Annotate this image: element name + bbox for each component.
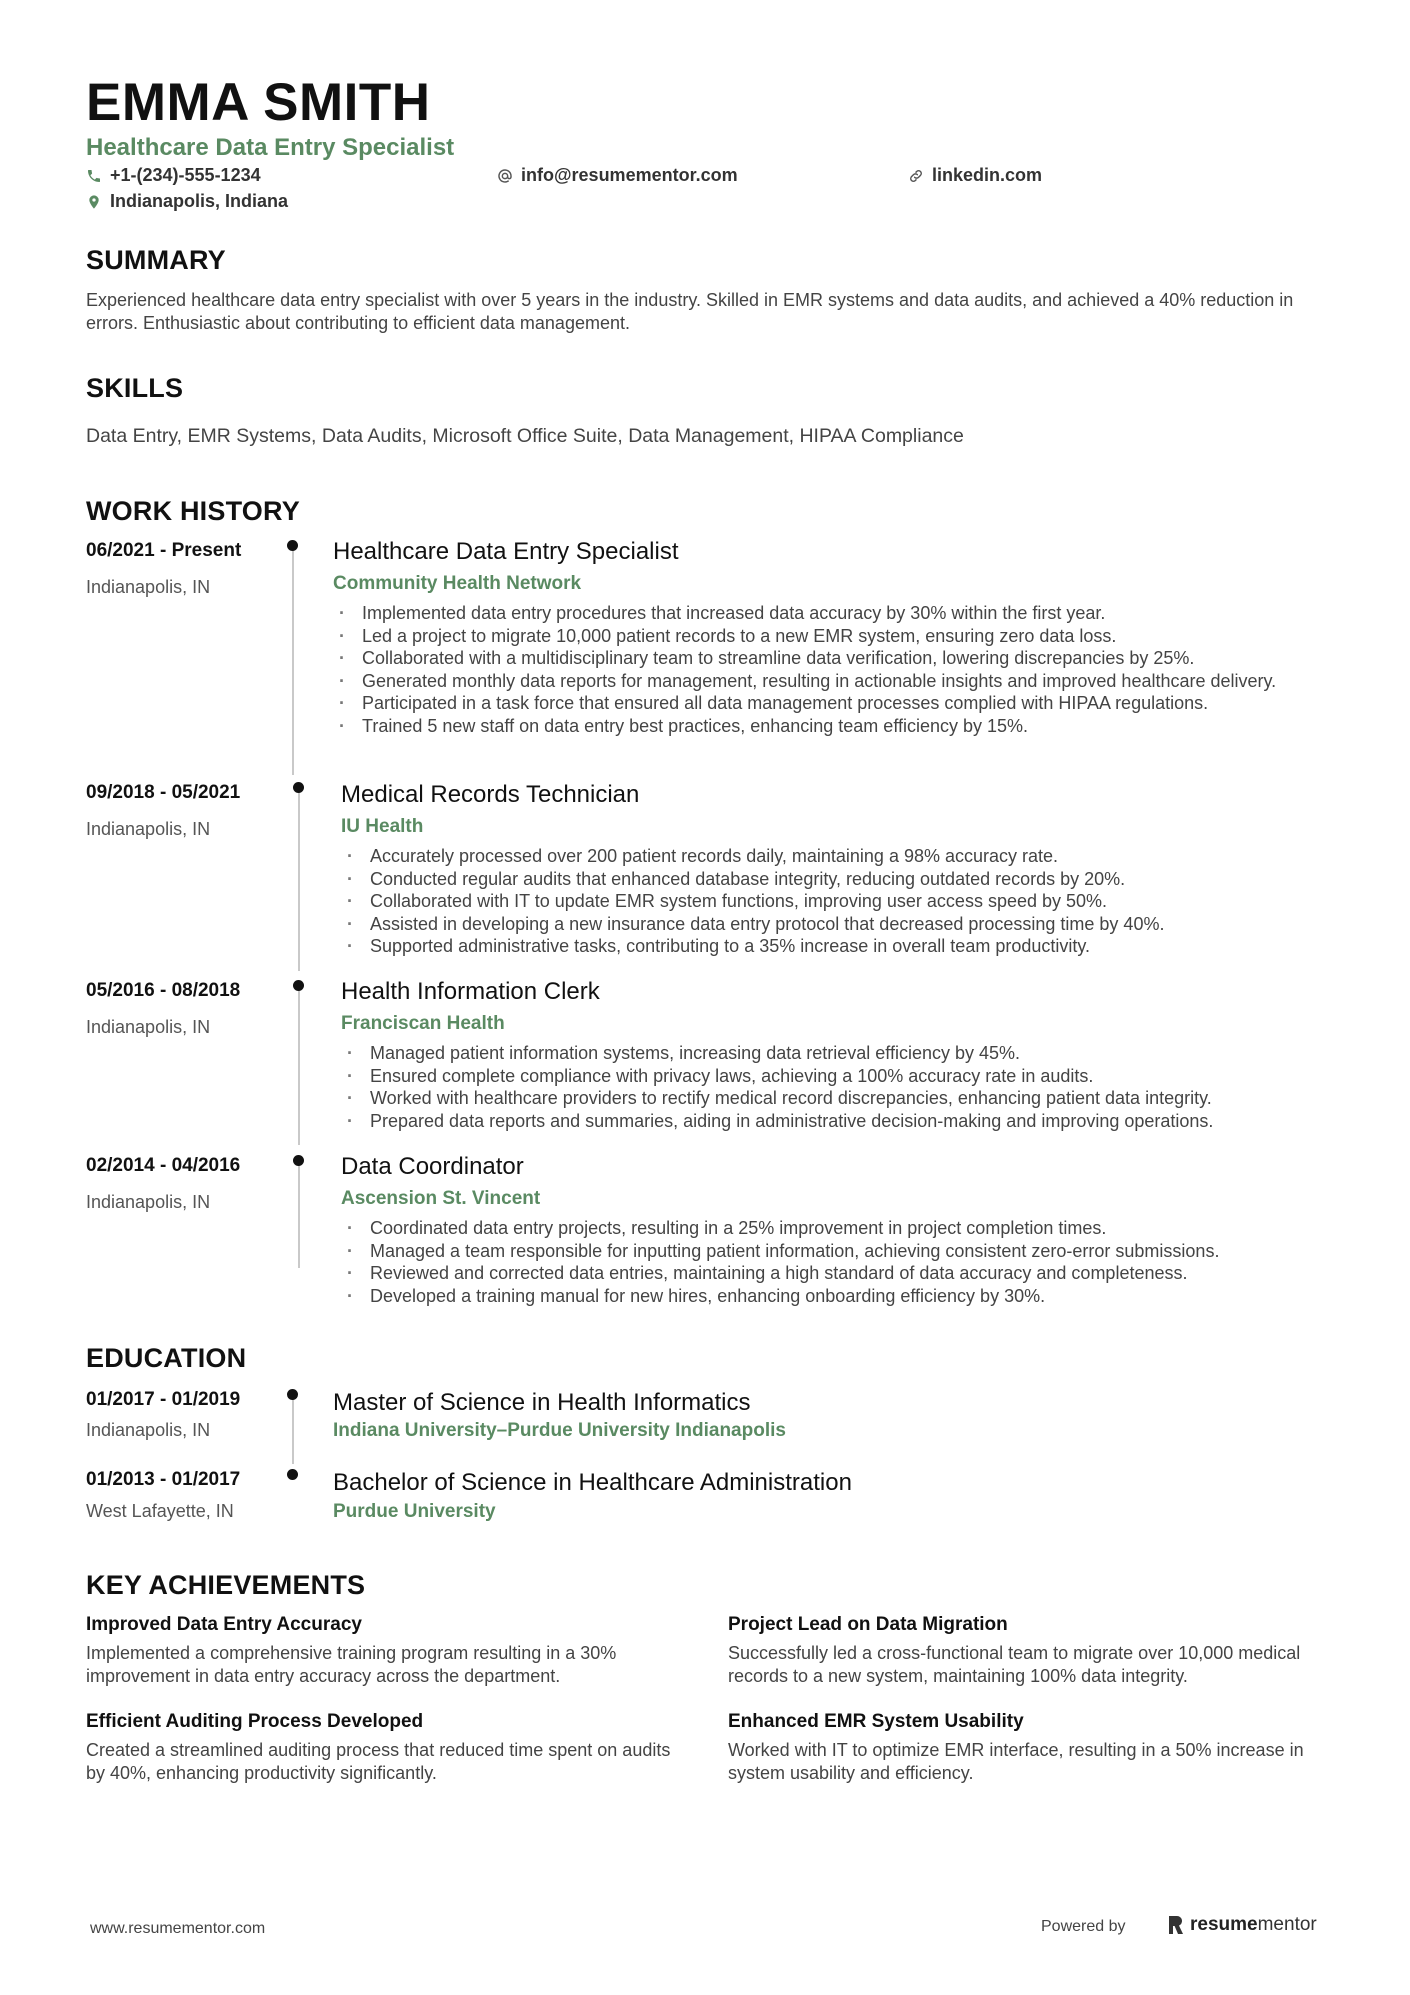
email-text[interactable]: info@resumementor.com bbox=[521, 165, 738, 185]
edu-dates: 01/2017 - 01/2019 bbox=[86, 1389, 241, 1410]
timeline-dot bbox=[293, 782, 304, 793]
edu-location: Indianapolis, IN bbox=[86, 1420, 211, 1440]
job-title: Data Coordinator bbox=[341, 1153, 524, 1180]
job-company: Ascension St. Vincent bbox=[341, 1188, 541, 1209]
link-icon bbox=[908, 168, 924, 184]
brand-light: mentor bbox=[1257, 1914, 1317, 1935]
contact-location bbox=[86, 191, 288, 212]
footer-website[interactable]: www.resumementor.com bbox=[90, 1920, 266, 1937]
contact-email[interactable] bbox=[497, 165, 738, 186]
location-text: Indianapolis, Indiana bbox=[110, 191, 289, 211]
list-item: · Supported administrative tasks, contributing to a 35% increase in overall team productivity. bbox=[341, 935, 1341, 958]
school-name: Purdue University bbox=[333, 1501, 496, 1522]
job-location: Indianapolis, IN bbox=[86, 577, 211, 597]
location-pin-icon bbox=[86, 194, 102, 210]
work-history-heading: WORK HISTORY bbox=[86, 496, 300, 526]
list-item: · Collaborated with a multidisciplinary team to streamline data verification, lowering discrepancies by 25%. bbox=[333, 647, 1333, 670]
timeline-dot bbox=[293, 1155, 304, 1166]
resumementor-logo-icon bbox=[1166, 1915, 1184, 1935]
timeline-line bbox=[298, 1160, 300, 1268]
achievement-title: Efficient Auditing Process Developed bbox=[86, 1711, 424, 1732]
linkedin-text[interactable]: linkedin.com bbox=[932, 165, 1043, 185]
list-item: · Worked with healthcare providers to rectify medical record discrepancies, enhancing patient data integrity. bbox=[341, 1087, 1341, 1110]
achievement-title: Improved Data Entry Accuracy bbox=[86, 1614, 362, 1635]
list-item: · Participated in a task force that ensured all data management processes complied with HIPAA regulations. bbox=[333, 692, 1333, 715]
achievement-title: Project Lead on Data Migration bbox=[728, 1614, 1008, 1635]
job-bullets bbox=[333, 602, 1333, 738]
job-dates: 05/2016 - 08/2018 bbox=[86, 980, 241, 1001]
list-item: · Implemented data entry procedures that increased data accuracy by 30% within the first year. bbox=[333, 602, 1333, 625]
job-bullets bbox=[341, 1042, 1341, 1132]
degree-title: Bachelor of Science in Healthcare Administration bbox=[333, 1469, 852, 1496]
job-bullets bbox=[341, 1217, 1341, 1307]
timeline-line bbox=[298, 787, 300, 971]
timeline-dot bbox=[287, 1389, 298, 1400]
achievement-desc: Successfully led a cross-functional team to migrate over 10,000 medical records to a new system, maintaining 100% data integrity. bbox=[728, 1643, 1301, 1686]
achievement-title: Enhanced EMR System Usability bbox=[728, 1711, 1024, 1732]
skills-heading: SKILLS bbox=[86, 373, 184, 403]
job-company: Franciscan Health bbox=[341, 1013, 505, 1034]
list-item: · Reviewed and corrected data entries, maintaining a high standard of data accuracy and completeness. bbox=[341, 1262, 1341, 1285]
contact-linkedin[interactable] bbox=[908, 165, 1042, 186]
brand-bold: resume bbox=[1190, 1914, 1258, 1935]
edu-dates: 01/2013 - 01/2017 bbox=[86, 1469, 241, 1490]
list-item: · Developed a training manual for new hires, enhancing onboarding efficiency by 30%. bbox=[341, 1285, 1341, 1308]
job-company: IU Health bbox=[341, 816, 424, 837]
contact-phone bbox=[86, 165, 261, 186]
skills-text: Data Entry, EMR Systems, Data Audits, Microsoft Office Suite, Data Management, HIPAA Compliance bbox=[86, 425, 964, 447]
list-item: · Ensured complete compliance with privacy laws, achieving a 100% accuracy rate in audits. bbox=[341, 1065, 1341, 1088]
list-item: · Coordinated data entry projects, resulting in a 25% improvement in project completion times. bbox=[341, 1217, 1341, 1240]
timeline-line bbox=[298, 985, 300, 1145]
timeline-line bbox=[292, 545, 294, 775]
job-dates: 06/2021 - Present bbox=[86, 540, 242, 561]
list-item: · Assisted in developing a new insurance data entry protocol that decreased processing time by 40%. bbox=[341, 913, 1341, 936]
job-title: Medical Records Technician bbox=[341, 781, 640, 808]
job-location: Indianapolis, IN bbox=[86, 1017, 211, 1037]
school-name: Indiana University–Purdue University Indianapolis bbox=[333, 1420, 786, 1441]
timeline-dot bbox=[293, 980, 304, 991]
list-item: · Led a project to migrate 10,000 patient records to a new EMR system, ensuring zero data loss. bbox=[333, 625, 1333, 648]
degree-title: Master of Science in Health Informatics bbox=[333, 1389, 751, 1416]
job-title: Healthcare Data Entry Specialist bbox=[333, 538, 679, 565]
timeline-dot bbox=[287, 540, 298, 551]
at-icon bbox=[497, 168, 513, 184]
brand-logo[interactable] bbox=[1166, 1914, 1317, 1936]
achievements-heading: KEY ACHIEVEMENTS bbox=[86, 1570, 366, 1600]
job-title: Health Information Clerk bbox=[341, 978, 600, 1005]
achievement-desc: Created a streamlined auditing process that reduced time spent on audits by 40%, enhancing productivity significantly. bbox=[86, 1740, 671, 1783]
list-item: · Trained 5 new staff on data entry best practices, enhancing team efficiency by 15%. bbox=[333, 715, 1333, 738]
summary-heading: SUMMARY bbox=[86, 245, 226, 275]
education-heading: EDUCATION bbox=[86, 1343, 247, 1373]
achievement-desc: Worked with IT to optimize EMR interface, resulting in a 50% increase in system usability and efficiency. bbox=[728, 1740, 1304, 1783]
timeline-line bbox=[292, 1394, 294, 1464]
phone-icon bbox=[86, 168, 102, 184]
job-dates: 09/2018 - 05/2021 bbox=[86, 782, 241, 803]
candidate-name: EMMA SMITH bbox=[86, 73, 431, 132]
list-item: · Collaborated with IT to update EMR system functions, improving user access speed by 50%. bbox=[341, 890, 1341, 913]
timeline-dot bbox=[287, 1469, 298, 1480]
job-location: Indianapolis, IN bbox=[86, 819, 211, 839]
edu-location: West Lafayette, IN bbox=[86, 1501, 234, 1521]
job-company: Community Health Network bbox=[333, 573, 582, 594]
job-bullets bbox=[341, 845, 1341, 958]
job-dates: 02/2014 - 04/2016 bbox=[86, 1155, 241, 1176]
powered-by-label: Powered by bbox=[1041, 1918, 1126, 1935]
list-item: · Managed a team responsible for inputting patient information, achieving consistent zero-error submissions. bbox=[341, 1240, 1341, 1263]
summary-text: Experienced healthcare data entry specialist with over 5 years in the industry. Skilled in EMR systems and data audits, and achieved a 40% reduction in errors. Enthusiastic about contributing to efficient data management. bbox=[86, 290, 1294, 333]
list-item: · Conducted regular audits that enhanced database integrity, reducing outdated records by 20%. bbox=[341, 868, 1341, 891]
achievement-desc: Implemented a comprehensive training program resulting in a 30% improvement in data entry accuracy across the department. bbox=[86, 1643, 617, 1686]
list-item: · Generated monthly data reports for management, resulting in actionable insights and improved healthcare delivery. bbox=[333, 670, 1333, 693]
list-item: · Accurately processed over 200 patient records daily, maintaining a 98% accuracy rate. bbox=[341, 845, 1341, 868]
list-item: · Prepared data reports and summaries, aiding in administrative decision-making and improving operations. bbox=[341, 1110, 1341, 1133]
list-item: · Managed patient information systems, increasing data retrieval efficiency by 45%. bbox=[341, 1042, 1341, 1065]
job-location: Indianapolis, IN bbox=[86, 1192, 211, 1212]
candidate-role: Healthcare Data Entry Specialist bbox=[86, 134, 455, 161]
phone-text: +1-(234)-555-1234 bbox=[110, 165, 261, 185]
